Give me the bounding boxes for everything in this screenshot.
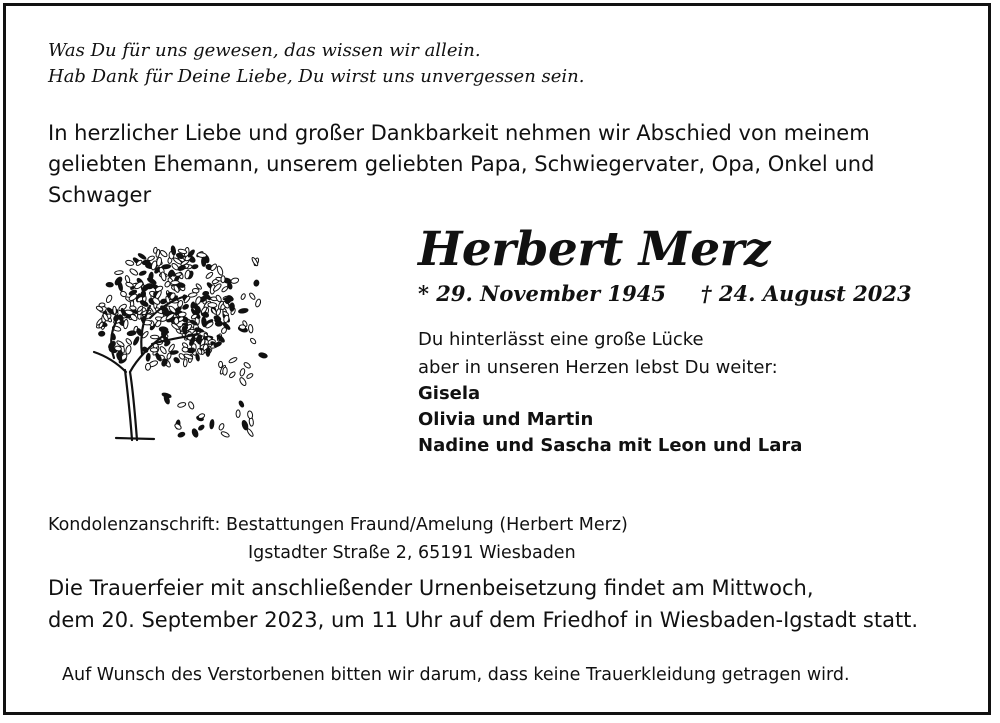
birth-date: * 29. November 1945 bbox=[418, 281, 666, 306]
deceased-name: Herbert Merz bbox=[418, 222, 771, 277]
motto-line-1: Was Du für uns gewesen, das wissen wir allein. bbox=[48, 40, 481, 61]
family-member: Gisela bbox=[418, 383, 481, 404]
funeral-line-1: Die Trauerfeier mit anschließender Urnenbeisetzung findet am Mittwoch, bbox=[48, 576, 814, 600]
motto-line-2: Hab Dank für Deine Liebe, Du wirst uns unvergessen sein. bbox=[48, 66, 585, 87]
death-date: † 24. August 2023 bbox=[700, 281, 912, 306]
family-member: Nadine und Sascha mit Leon und Lara bbox=[418, 435, 803, 456]
verse-line-1: Du hinterlässt eine große Lücke bbox=[418, 329, 704, 350]
footnote: Auf Wunsch des Verstorbenen bitten wir darum, dass keine Trauerkleidung getragen wird. bbox=[62, 665, 850, 685]
condolence-label: Kondolenzanschrift: bbox=[48, 515, 221, 535]
verse-line-2: aber in unseren Herzen lebst Du weiter: bbox=[418, 357, 778, 378]
family-member: Olivia und Martin bbox=[418, 409, 594, 430]
windswept-tree-icon bbox=[80, 222, 270, 447]
condolence-line-1: Bestattungen Fraund/Amelung (Herbert Merz) bbox=[226, 515, 628, 535]
condolence-address bbox=[48, 511, 628, 539]
intro-text: In herzlicher Liebe und großer Dankbarkeit nehmen wir Abschied von meinem geliebten Ehemann, unserem geliebten Papa, Schwiegervater, Opa, Onkel und Schwager bbox=[48, 121, 875, 207]
life-dates bbox=[418, 281, 912, 306]
funeral-line-2: dem 20. September 2023, um 11 Uhr auf dem Friedhof in Wiesbaden-Igstadt statt. bbox=[48, 608, 919, 632]
condolence-line-2: Igstadter Straße 2, 65191 Wiesbaden bbox=[248, 543, 576, 563]
